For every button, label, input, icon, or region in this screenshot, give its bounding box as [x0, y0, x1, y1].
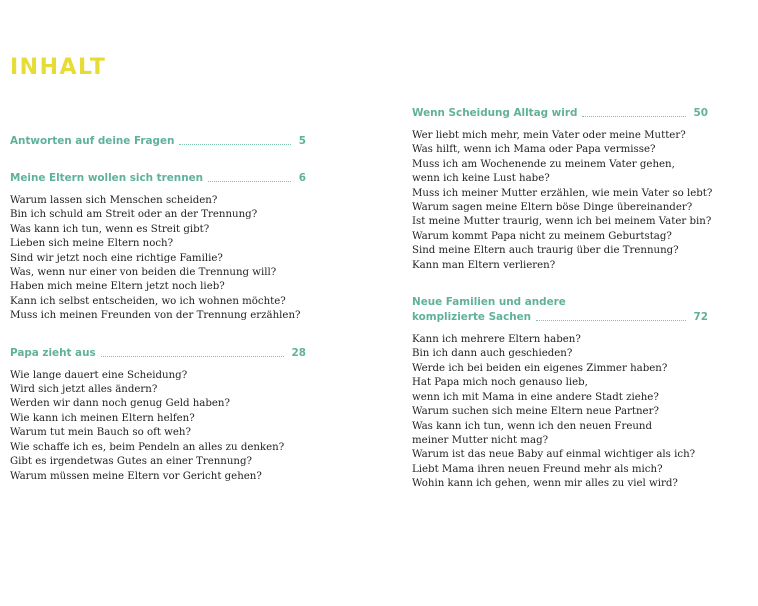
question-line: Muss ich meiner Mutter erzählen, wie mein Vater so lebt? — [412, 187, 713, 199]
dot-leader — [101, 355, 284, 357]
question-line: Wer liebt mich mehr, mein Vater oder meine Mutter? — [412, 130, 686, 141]
toc-right-column — [412, 106, 713, 514]
toc-entry-title: Meine Eltern wollen sich trennen — [10, 172, 204, 184]
question-line: wenn ich mit Mama in eine andere Stadt ziehe? — [412, 391, 659, 403]
toc-left-column — [10, 134, 306, 506]
question-line: Was kann ich tun, wenn es Streit gibt? — [10, 223, 210, 235]
question-line: Wohin kann ich gehen, wenn mir alles zu viel wird? — [412, 478, 678, 490]
question-line: Warum sagen meine Eltern böse Dinge übereinander? — [412, 202, 693, 214]
question-line: Sind wir jetzt noch eine richtige Familie? — [10, 252, 223, 264]
toc-entry-title: Antworten auf deine Fragen — [10, 135, 175, 147]
question-line: Muss ich meinen Freunden von der Trennung erzählen? — [10, 310, 301, 322]
question-line: Warum lassen sich Menschen scheiden? — [10, 195, 218, 206]
toc-section-scheidung-alltag — [412, 106, 713, 273]
toc-section-neue-familien — [412, 295, 708, 491]
toc-section-eltern-trennen — [10, 171, 306, 324]
question-line: Gibt es irgendetwas Gutes an einer Trennung? — [10, 456, 252, 468]
page-title: INHALT — [10, 55, 107, 80]
toc-entry-page: 72 — [693, 311, 708, 324]
question-line: Lieben sich meine Eltern noch? — [10, 238, 174, 250]
question-line: Bin ich dann auch geschieden? — [412, 348, 573, 360]
dot-leader — [179, 143, 290, 145]
toc-section-papa-zieht-aus — [10, 346, 306, 484]
toc-entry-heading[interactable] — [412, 106, 708, 121]
question-line: Was hilft, wenn ich Mama oder Papa vermisse? — [412, 144, 656, 156]
question-line: Hat Papa mich noch genauso lieb, — [412, 377, 588, 389]
question-line: Was, wenn nur einer von beiden die Trennung will? — [10, 267, 277, 279]
dot-leader — [582, 115, 685, 117]
question-line: wenn ich keine Lust habe? — [412, 173, 550, 185]
toc-entry-title: komplizierte Sachen — [412, 311, 532, 324]
toc-entry-heading[interactable] — [412, 295, 708, 325]
question-line: Warum kommt Papa nicht zu meinem Geburtstag? — [412, 230, 672, 242]
toc-entry-page: 28 — [291, 346, 306, 359]
toc-entry-page: 6 — [298, 172, 306, 184]
question-line: Warum müssen meine Eltern vor Gericht gehen? — [10, 470, 262, 482]
question-line: Wie lange dauert eine Scheidung? — [10, 369, 188, 381]
toc-entry-title: Papa zieht aus — [10, 346, 96, 359]
dot-leader — [536, 319, 685, 321]
question-line: Sind meine Eltern auch traurig über die Trennung? — [412, 245, 679, 257]
question-line: Kann man Eltern verlieren? — [412, 259, 556, 271]
question-line: Warum suchen sich meine Eltern neue Partner? — [412, 406, 659, 418]
question-line: meiner Mutter nicht mag? — [412, 434, 549, 446]
toc-entry-heading[interactable] — [10, 346, 306, 361]
toc-entry-heading[interactable] — [10, 134, 306, 149]
question-line: Liebt Mama ihren neuen Freund mehr als mich? — [412, 463, 663, 475]
dot-leader — [208, 180, 291, 182]
toc-entry-page: 5 — [298, 135, 306, 147]
question-line: Werde ich bei beiden ein eigenes Zimmer haben? — [412, 362, 668, 374]
question-line: Wie kann ich meinen Eltern helfen? — [10, 412, 195, 424]
toc-entry-page: 50 — [693, 107, 708, 119]
question-line: Muss ich am Wochenende zu meinem Vater gehen, — [412, 158, 675, 170]
question-line: Haben mich meine Eltern jetzt noch lieb? — [10, 281, 225, 293]
toc-entry-title: Wenn Scheidung Alltag wird — [412, 107, 578, 119]
question-line: Was kann ich tun, wenn ich den neuen Freund — [412, 420, 653, 432]
question-line: Warum ist das neue Baby auf einmal wichtiger als ich? — [412, 449, 696, 461]
question-line: Wird sich jetzt alles ändern? — [10, 384, 158, 396]
toc-entry-heading[interactable] — [10, 171, 306, 186]
toc-entry-title-line1: Neue Familien und andere — [412, 296, 566, 309]
question-line: Werden wir dann noch genug Geld haben? — [10, 398, 230, 410]
question-line: Bin ich schuld am Streit oder an der Trennung? — [10, 209, 258, 221]
question-line: Ist meine Mutter traurig, wenn ich bei meinem Vater bin? — [412, 216, 712, 228]
question-line: Wie schaffe ich es, beim Pendeln an alles zu denken? — [10, 441, 285, 453]
question-line: Kann ich selbst entscheiden, wo ich wohnen möchte? — [10, 295, 286, 307]
question-line: Kann ich mehrere Eltern haben? — [412, 334, 581, 346]
toc-section-antworten — [10, 134, 306, 149]
question-line: Warum tut mein Bauch so oft weh? — [10, 427, 191, 439]
